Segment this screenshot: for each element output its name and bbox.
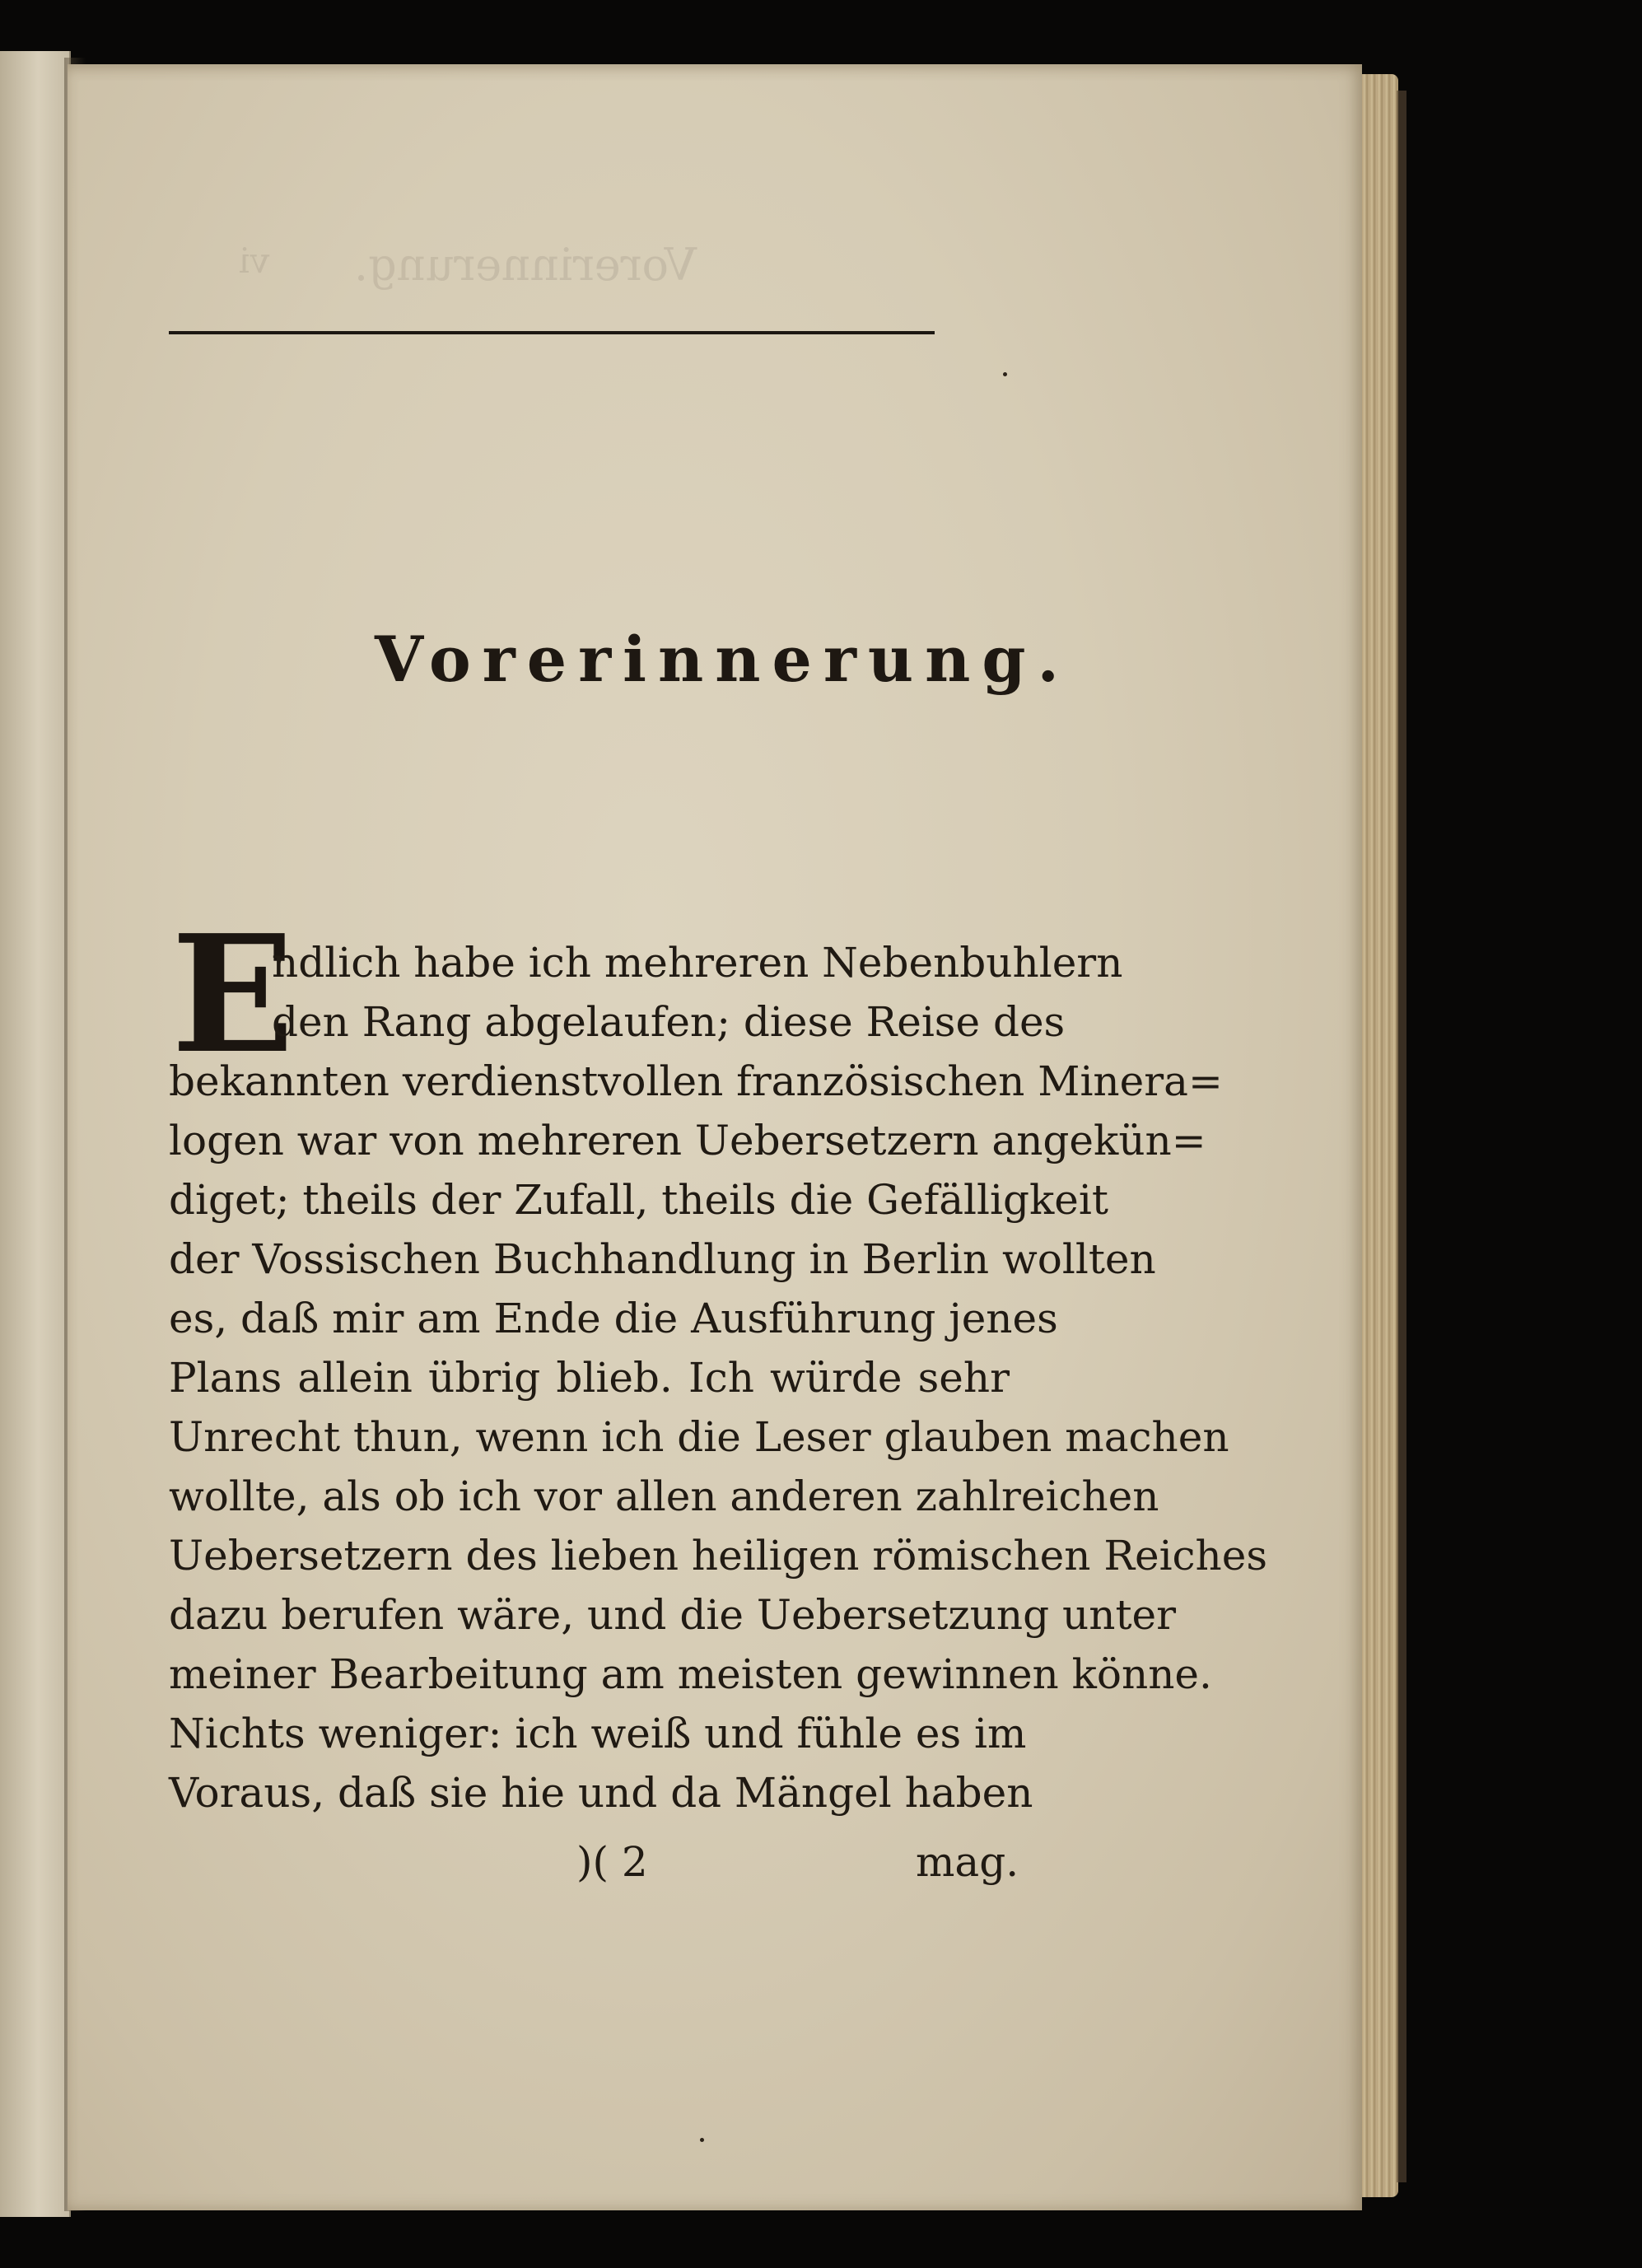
drop-cap: E (171, 900, 295, 1090)
text-line-11: Uebersetzern des lieben heiligen römischen Reiches (169, 1532, 1268, 1580)
paper-speck (1003, 372, 1007, 376)
show-through-page-number: vi (239, 240, 270, 281)
text-line-6: der Vossischen Buchhandlung in Berlin wollten (169, 1235, 1156, 1283)
text-line-15: Voraus, daß sie hie und da Mängel haben (169, 1769, 1033, 1817)
text-line-12: dazu berufen wäre, und die Uebersetzung unter (169, 1591, 1177, 1639)
catchword: mag. (916, 1838, 1019, 1886)
text-line-8: Plans allein übrig blieb. Ich würde sehr (169, 1354, 1010, 1402)
paper-speck (700, 2138, 704, 2142)
text-line-7: es, daß mir am Ende die Ausführung jenes (169, 1295, 1058, 1342)
text-line-13: meiner Bearbeitung am meisten gewinnen könne. (169, 1650, 1212, 1698)
left-page-edge (0, 51, 71, 2217)
show-through-header: Vorerinnerung. (354, 239, 697, 291)
signature-mark: )( 2 (576, 1838, 648, 1886)
header-rule (169, 331, 935, 334)
text-line-9: Unrecht thun, wenn ich die Leser glauben machen (169, 1413, 1229, 1461)
text-line-2: den Rang abgelaufen; diese Reise des (272, 998, 1066, 1046)
page-block-edge (1362, 74, 1398, 2197)
text-line-5: diget; theils der Zufall, theils die Gefälligkeit (169, 1176, 1108, 1224)
text-line-4: logen war von mehreren Uebersetzern angekün= (169, 1117, 1206, 1164)
text-line-10: wollte, als ob ich vor allen anderen zahlreichen (169, 1472, 1159, 1520)
text-line-3: bekannten verdienstvollen französischen Minera= (169, 1057, 1223, 1105)
text-line-14: Nichts weniger: ich weiß und fühle es im (169, 1710, 1027, 1757)
text-line-1: ndlich habe ich mehreren Nebenbuhlern (272, 939, 1123, 987)
cover-edge (1397, 91, 1406, 2182)
page-heading: Vorerinnerung. (375, 623, 1071, 696)
